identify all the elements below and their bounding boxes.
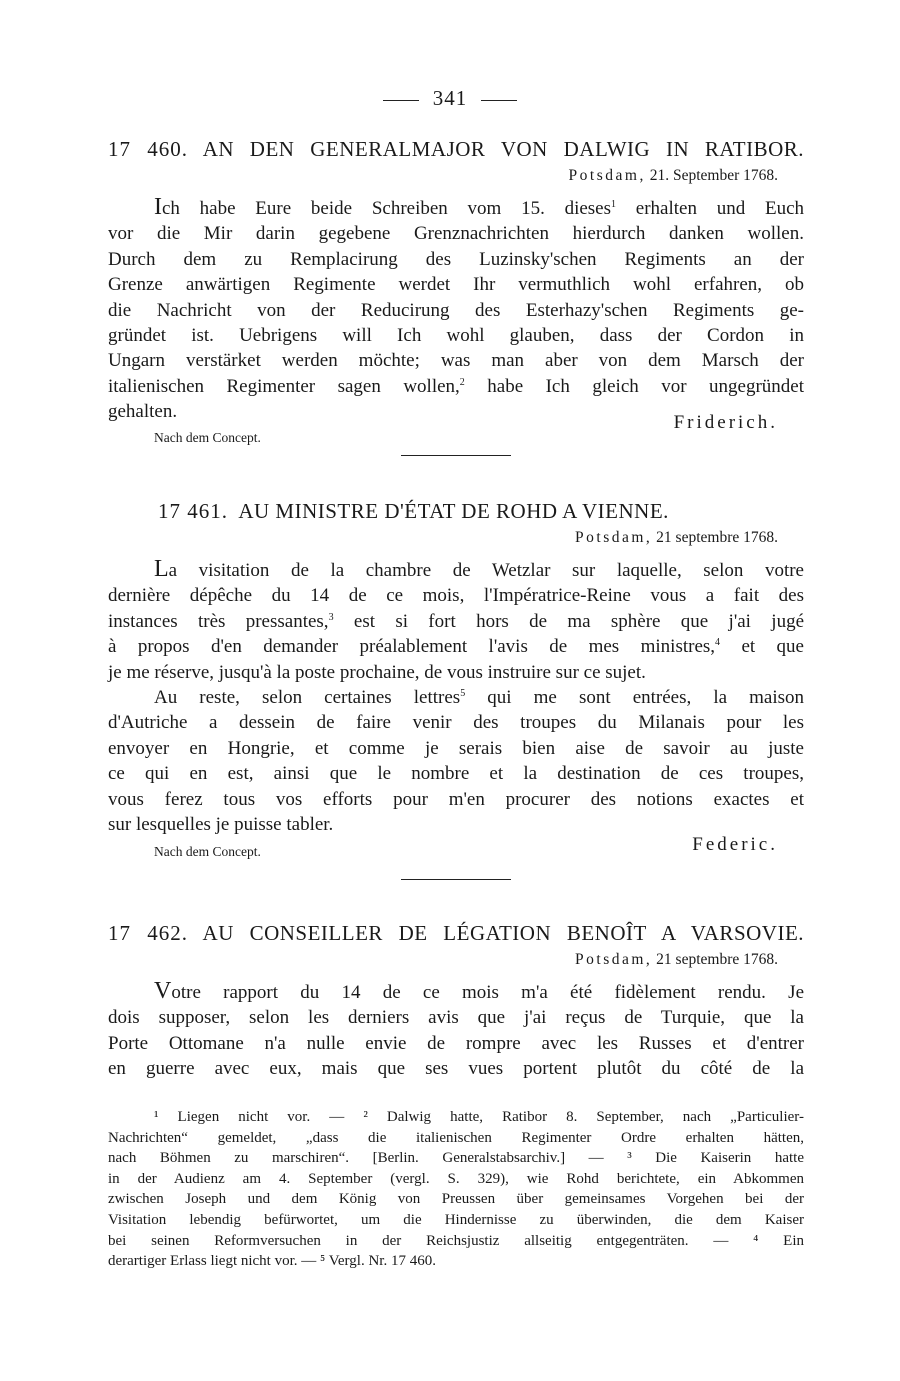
footnote-line: bei seinen Reformversuchen in der Reichsjustiz allseitig entgegenträten. — ⁴ Ein bbox=[108, 1232, 804, 1249]
letter-body bbox=[108, 979, 804, 1082]
footnote-line: nach Böhmen zu marschiren“. [Berlin. Generalstabsarchiv.] — ³ Die Kaiserin hatte bbox=[108, 1150, 804, 1167]
source-note: Nach dem Concept. bbox=[154, 430, 261, 445]
source-note: Nach dem Concept. bbox=[154, 844, 261, 859]
dateline-date: 21 septembre 1768. bbox=[656, 529, 778, 546]
body-line: en guerre avec eux, mais que ses vues portent plutôt du côté de la bbox=[108, 1058, 804, 1080]
body-line: ce qui en est, ainsi que le nombre et la destination de ces troupes, bbox=[108, 763, 804, 785]
header-dash-left bbox=[383, 100, 419, 101]
body-line: Votre rapport du 14 de ce mois m'a été fidèlement rendu. Je bbox=[154, 978, 804, 1004]
body-line: gehalten. bbox=[108, 401, 178, 423]
footnote-line: zwischen Joseph und dem König von Preussen über gemeinsames Vorgehen bei der bbox=[108, 1191, 804, 1208]
letter-heading bbox=[108, 920, 804, 946]
letter-body bbox=[108, 557, 804, 837]
footnote-line: ¹ Liegen nicht vor. — ² Dalwig hatte, Ratibor 8. September, nach „Particulier- bbox=[154, 1109, 804, 1125]
signature: Friderich. bbox=[673, 412, 778, 433]
body-line: Grenze anwärtigen Regimente werdet Ihr vermuthlich wohl erfahren, ob bbox=[108, 274, 804, 296]
dateline-place: Potsdam, bbox=[568, 167, 646, 184]
dateline-date: 21. September 1768. bbox=[649, 167, 778, 184]
body-line: instances très pressantes,$^3$ est si fort hors de ma sphère que j'ai jugé bbox=[108, 610, 804, 632]
body-line: je me réserve, jusqu'à la poste prochaine, de vous instruire sur ce sujet. bbox=[108, 661, 646, 683]
footnote-mark: 2 bbox=[459, 376, 465, 388]
body-line: italienischen Regimenter sagen wollen,$^2$ habe Ich gleich vor ungegründet bbox=[108, 375, 804, 397]
body-line: vous ferez tous vos efforts pour m'en procurer des notions exactes et bbox=[108, 788, 804, 810]
page-header bbox=[0, 86, 900, 111]
body-line: à propos d'en demander préalablement l'avis de mes ministres,$^4$ et que bbox=[108, 636, 804, 658]
section-divider bbox=[401, 455, 511, 456]
footnote-mark: 1 bbox=[611, 199, 617, 210]
section-divider bbox=[401, 879, 511, 880]
footnote-mark: 5 bbox=[460, 688, 466, 700]
dateline-date: 21 septembre 1768. bbox=[656, 951, 778, 968]
footnote-mark: 4 bbox=[715, 637, 721, 649]
footnote-mark: 3 bbox=[328, 611, 334, 623]
dateline bbox=[108, 528, 804, 548]
dateline bbox=[108, 166, 804, 186]
dateline-place: Potsdam, bbox=[575, 529, 653, 546]
body-line: die Nachricht von der Reducirung des Esterhazy'schen Regiments ge- bbox=[108, 299, 804, 321]
page-number: 341 bbox=[432, 86, 468, 110]
footnote-line: derartiger Erlass liegt nicht vor. — ⁵ Vergl. Nr. 17 460. bbox=[108, 1253, 436, 1270]
letter-17462 bbox=[108, 920, 804, 1082]
body-line: Ungarn verstärket werden möchte; was man aber von dem Marsch der bbox=[108, 350, 804, 372]
letter-addressee: AU CONSEILLER DE LÉGATION BENOÎT A VARSOVIE. bbox=[202, 921, 805, 945]
signature: Federic. bbox=[692, 834, 778, 855]
letter-number: 17 461. bbox=[158, 499, 228, 523]
letter-number: 17 462. bbox=[108, 921, 188, 945]
body-line: d'Autriche a dessein de faire venir des troupes du Milanais pour les bbox=[108, 712, 804, 734]
body-line: envoyer en Hongrie, et comme je serais bien aise de savoir au juste bbox=[108, 737, 804, 759]
footnote-line: Nachrichten“ gemeldet, „dass die italienischen Regimenter Ordre erhalten hätten, bbox=[108, 1129, 804, 1146]
letter-17461 bbox=[108, 498, 804, 837]
letter-addressee: AN DEN GENERALMAJOR VON DALWIG IN RATIBOR. bbox=[202, 137, 805, 161]
body-line: Porte Ottomane n'a nulle envie de rompre avec les Russes et d'entrer bbox=[108, 1032, 804, 1054]
footnotes bbox=[108, 1107, 804, 1272]
body-line: dernière dépêche du 14 de ce mois, l'Impératrice-Reine vous a fait des bbox=[108, 585, 804, 607]
footnote-line: Visitation lebendig befürwortet, um die Hindernisse zu überwinden, die dem Kaiser bbox=[108, 1211, 804, 1228]
body-line: Au reste, selon certaines lettres$^5$ qui me sont entrées, la maison bbox=[154, 687, 805, 709]
body-line: La visitation de la chambre de Wetzlar sur laquelle, selon votre bbox=[154, 556, 804, 582]
letter-number: 17 460. bbox=[108, 137, 189, 161]
body-line: dois supposer, selon les derniers avis que j'ai reçus de Turquie, que la bbox=[108, 1007, 804, 1029]
body-line: gründet ist. Uebrigens will Ich wohl glauben, dass der Cordon in bbox=[108, 325, 804, 347]
letter-heading bbox=[108, 136, 804, 162]
footnote-line: in der Audienz am 4. September (vergl. S. 329), wie Rohd berichtete, ein Abkommen bbox=[108, 1170, 804, 1187]
letter-addressee: AU MINISTRE D'ÉTAT DE ROHD A VIENNE. bbox=[238, 499, 669, 523]
body-line: sur lesquelles je puisse tabler. bbox=[108, 814, 334, 836]
dateline-place: Potsdam, bbox=[575, 951, 653, 968]
header-dash-right bbox=[481, 100, 517, 101]
letter-heading bbox=[108, 498, 804, 524]
letter-17460 bbox=[108, 136, 804, 425]
dateline bbox=[108, 950, 804, 970]
body-line: Ich habe Eure beide Schreiben vom 15. dieses$^1$ erhalten und Euch bbox=[154, 194, 805, 220]
body-line: Durch dem zu Remplacirung des Luzinsky'schen Regiments an der bbox=[108, 248, 804, 270]
body-line: vor die Mir darin gegebene Grenznachrichten hierdurch danken wollen. bbox=[108, 223, 804, 245]
letter-body bbox=[108, 195, 804, 425]
